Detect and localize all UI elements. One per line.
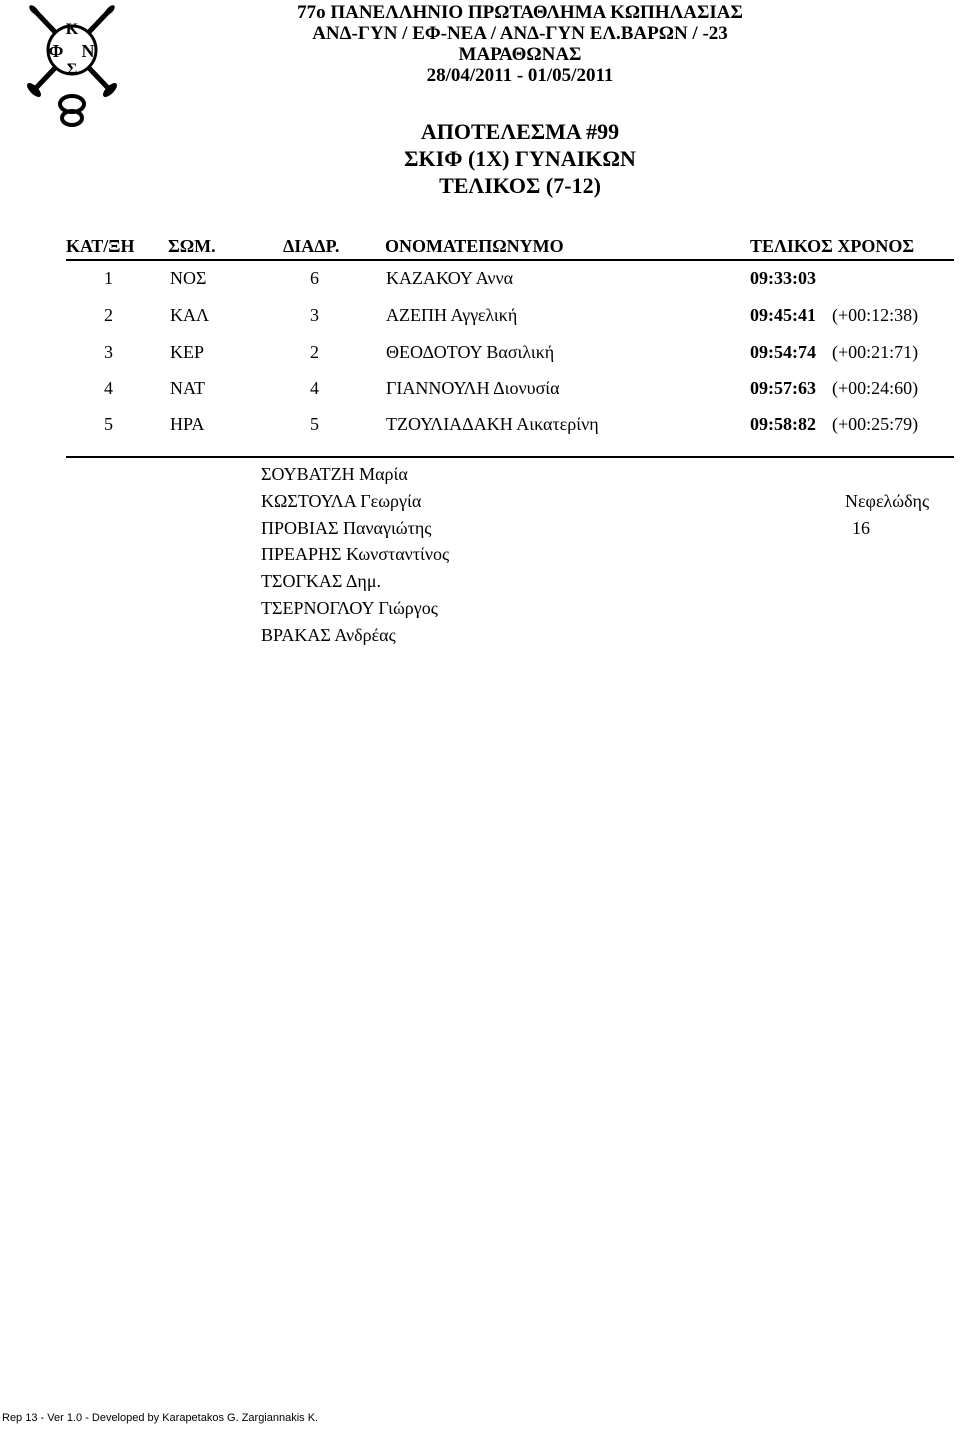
row-club: ΝΑΤ — [170, 378, 206, 398]
logo-letter-right: Ν — [81, 41, 95, 61]
row-name: ΤΖΟΥΛΙΑΔΑΚΗ Αικατερίνη — [386, 414, 599, 434]
row-diff: (+00:21:71) — [832, 342, 919, 362]
official-name: ΚΩΣΤΟΥΛΑ Γεωργία — [261, 491, 422, 511]
row-rank: 2 — [104, 305, 113, 325]
row-club: ΝΟΣ — [170, 268, 207, 288]
row-time: 09:54:74 — [750, 342, 816, 362]
row-name: ΓΙΑΝΝΟΥΛΗ Διονυσία — [386, 378, 560, 398]
weather-value: Νεφελώδης — [845, 491, 930, 511]
official-name: ΣΟΥΒΑΤΖΗ Μαρία — [261, 464, 408, 484]
official-name: ΒΡΑΚΑΣ Ανδρέας — [261, 625, 396, 645]
row-club: ΚΑΛ — [170, 305, 210, 325]
col-header-club: ΣΩΜ. — [168, 236, 216, 256]
row-lane: 5 — [310, 414, 319, 434]
row-lane: 3 — [310, 305, 319, 325]
official-name: ΠΡΕΑΡΗΣ Κωνσταντίνος — [261, 544, 450, 564]
row-club: ΗΡΑ — [170, 414, 205, 434]
row-time: 09:45:41 — [750, 305, 816, 325]
header-divider — [66, 259, 954, 261]
row-time: 09:58:82 — [750, 414, 816, 434]
logo-letter-bottom: Σ — [66, 61, 78, 78]
temperature-value: 16 — [852, 518, 870, 538]
row-rank: 5 — [104, 414, 113, 434]
row-lane: 2 — [310, 342, 319, 362]
col-header-rank: ΚΑΤ/ΞΗ — [66, 236, 135, 256]
event-name: ΣΚΙΦ (1Χ) ΓΥΝΑΙΚΩΝ — [404, 146, 636, 171]
championship-dates: 28/04/2011 - 01/05/2011 — [426, 65, 614, 86]
row-diff: (+00:12:38) — [832, 305, 919, 325]
row-lane: 4 — [310, 378, 319, 398]
col-header-time: ΤΕΛΙΚΟΣ ΧΡΟΝΟΣ — [750, 236, 915, 256]
official-name: ΠΡΟΒΙΑΣ Παναγιώτης — [261, 518, 432, 538]
official-name: ΤΣΕΡΝΟΓΛΟΥ Γιώργος — [261, 598, 438, 618]
championship-categories: ΑΝΔ-ΓΥΝ / ΕΦ-ΝΕΑ / ΑΝΔ-ΓΥΝ ΕΛ.ΒΑΡΩΝ / -23 — [312, 23, 728, 44]
row-name: ΚΑΖΑΚΟΥ Αννα — [386, 268, 514, 288]
logo-letter-top: Κ — [65, 21, 79, 38]
row-rank: 4 — [104, 378, 113, 398]
row-time: 09:33:03 — [750, 268, 816, 288]
results-divider — [66, 456, 954, 458]
row-rank: 3 — [104, 342, 113, 362]
row-diff: (+00:25:79) — [832, 414, 919, 434]
col-header-name: ΟΝΟΜΑΤΕΠΩΝΥΜΟ — [385, 236, 564, 256]
federation-logo — [22, 4, 122, 130]
row-rank: 1 — [104, 268, 113, 288]
official-name: ΤΣΟΓΚΑΣ Δημ. — [261, 571, 381, 591]
row-club: ΚΕΡ — [170, 342, 205, 362]
row-name: ΘΕΟΔΟΤΟΥ Βασιλική — [386, 342, 555, 362]
report-footer: Rep 13 - Ver 1.0 - Developed by Karapetakos G. Zargiannakis K. — [2, 1412, 319, 1424]
championship-title: 77ο ΠΑΝΕΛΛΗΝΙΟ ΠΡΩΤΑΘΛΗΜΑ ΚΩΠΗΛΑΣΙΑΣ — [297, 2, 743, 23]
championship-header — [230, 2, 810, 86]
result-number: ΑΠΟΤΕΛΕΣΜΑ #99 — [420, 119, 620, 144]
race-phase: ΤΕΛΙΚΟΣ (7-12) — [439, 173, 601, 198]
row-name: ΑΖΕΠΗ Αγγελική — [386, 305, 518, 325]
row-time: 09:57:63 — [750, 378, 816, 398]
row-diff: (+00:24:60) — [832, 378, 919, 398]
result-title-block — [230, 118, 810, 199]
col-header-lane: ΔΙΑΔΡ. — [283, 236, 340, 256]
row-lane: 6 — [310, 268, 319, 288]
logo-letter-left: Φ — [48, 41, 64, 61]
championship-venue: ΜΑΡΑΘΩΝΑΣ — [458, 44, 582, 65]
